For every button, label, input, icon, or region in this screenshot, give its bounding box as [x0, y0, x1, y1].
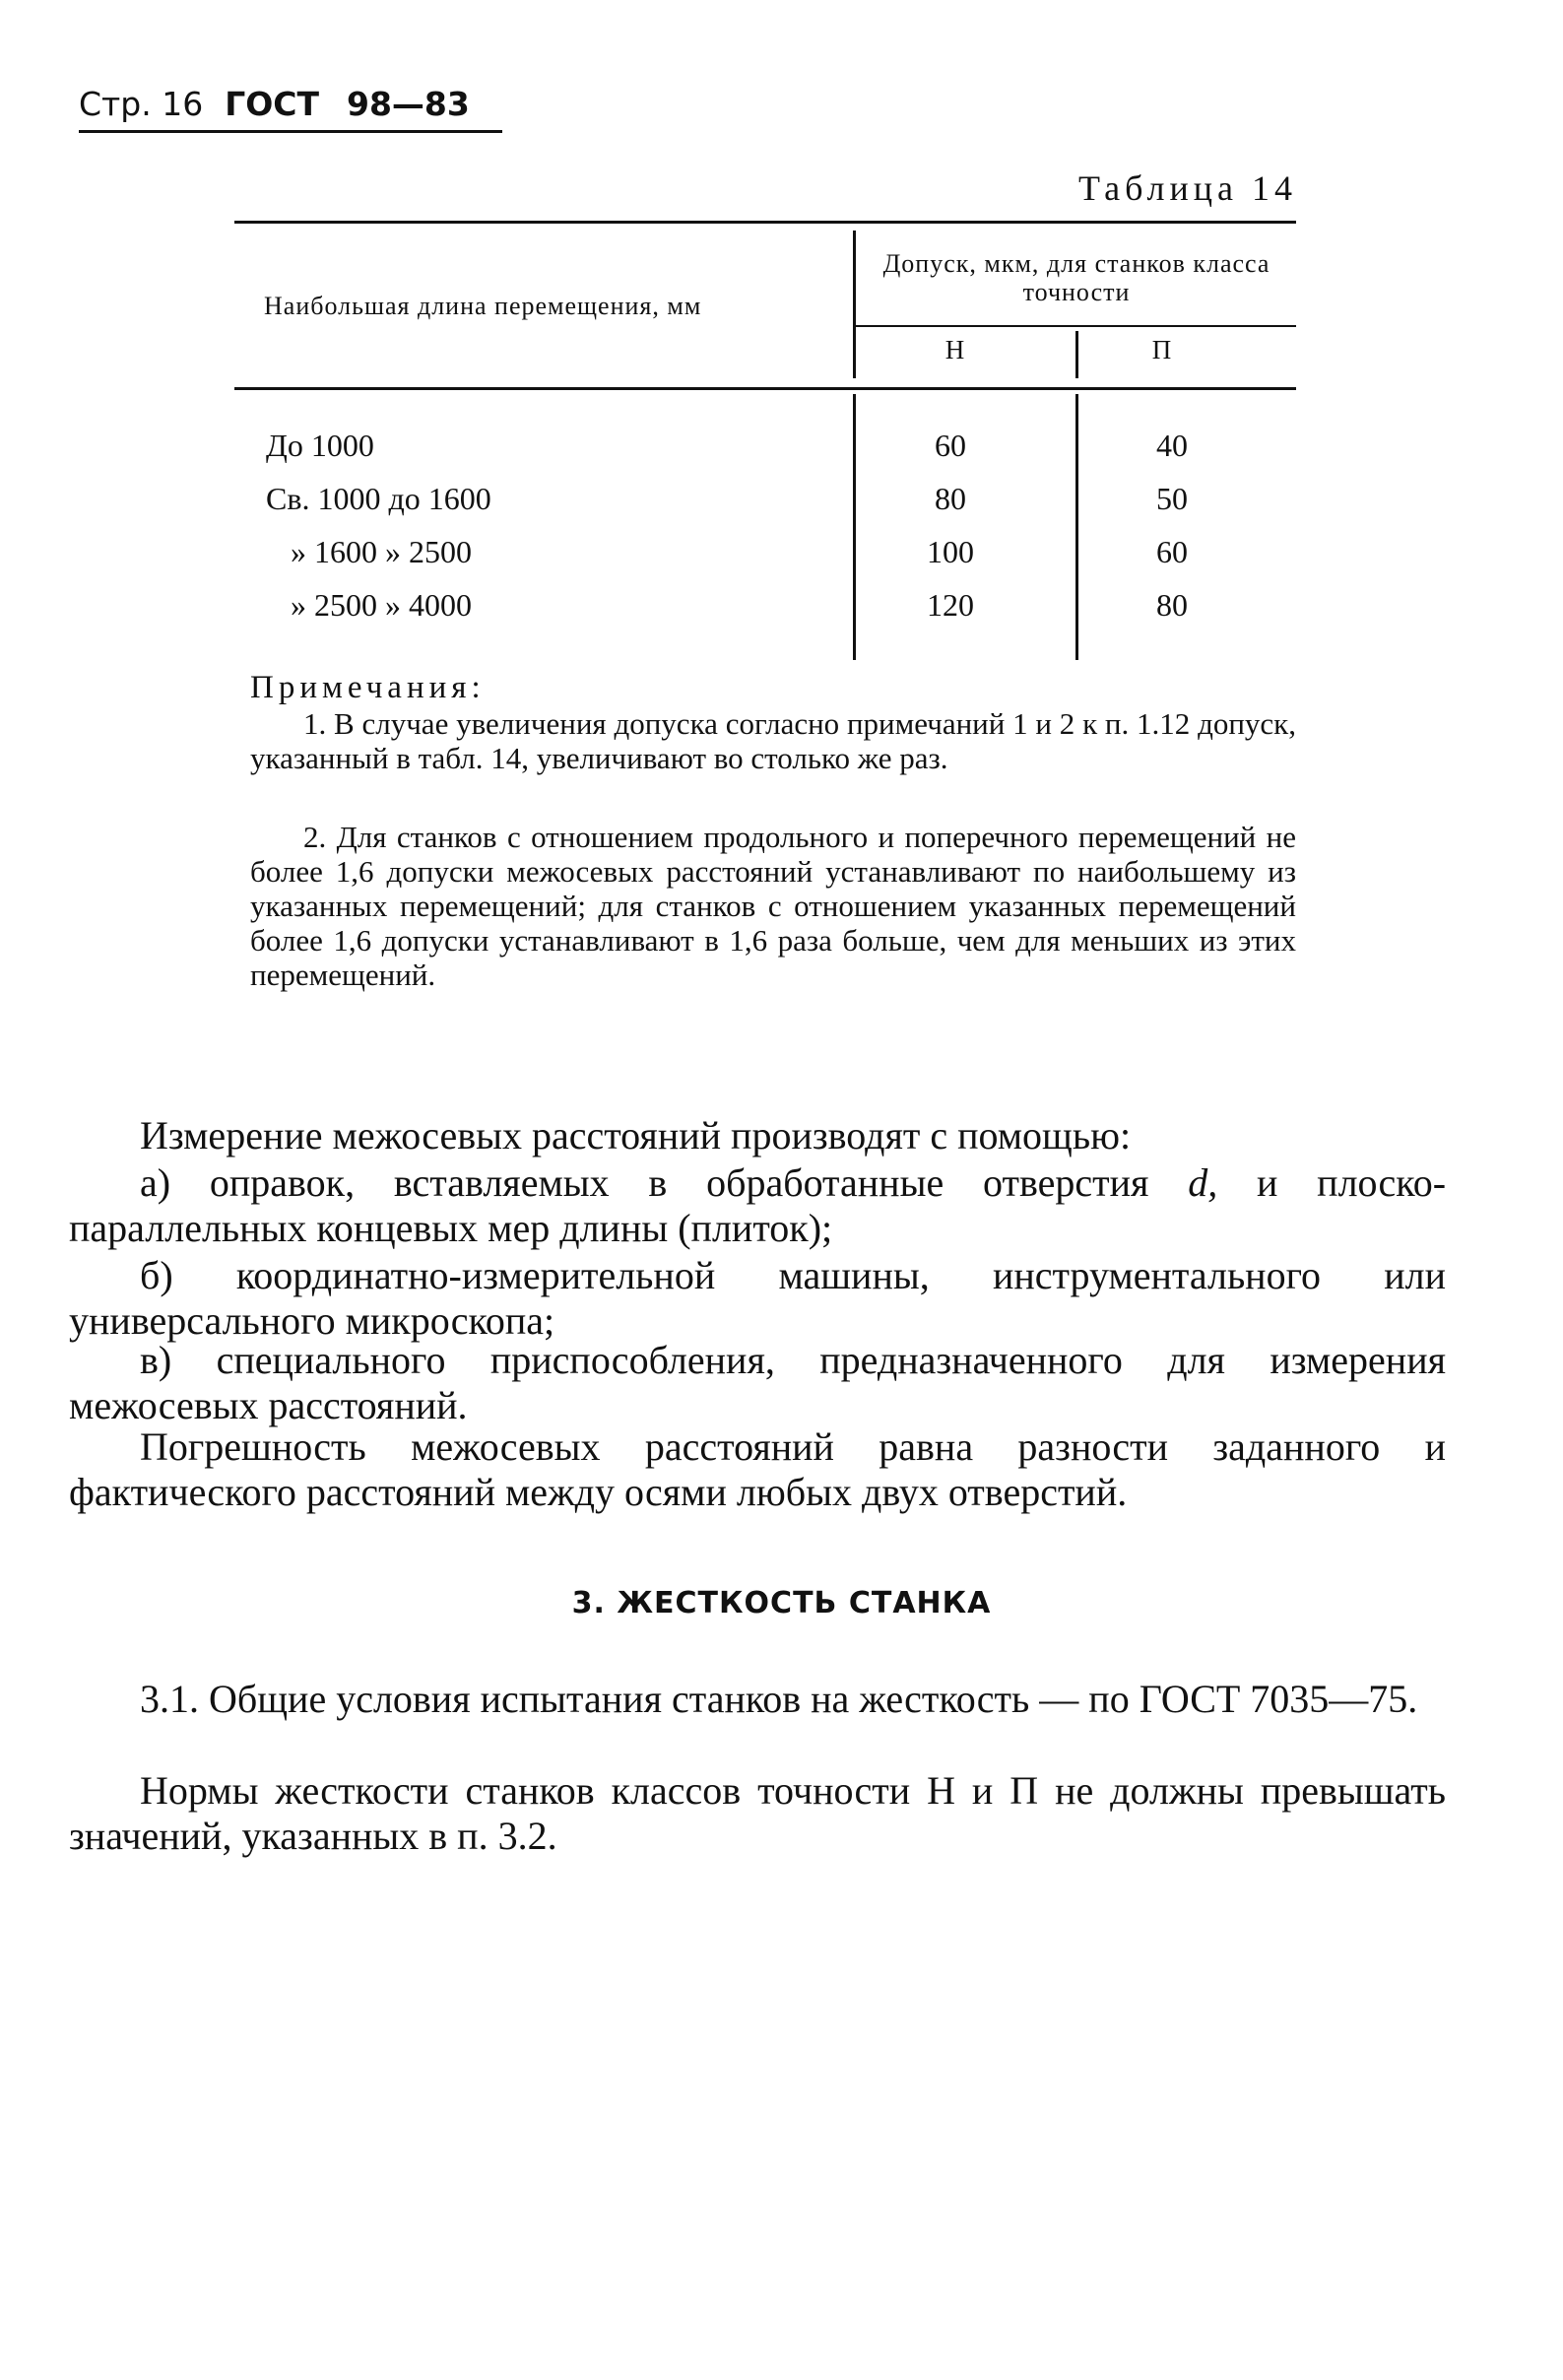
table-caption: Таблица 14 [1078, 168, 1297, 208]
paragraph-norms: Нормы жесткости станков классов точности Н и П не должны превышать значений, указанных в п. 3.2. [69, 1768, 1446, 1858]
header-divider-np [1075, 331, 1078, 378]
measurement-intro: Измерение межосевых расстояний производят с помощью: [140, 1113, 1132, 1157]
column-header-class-p: П [1151, 335, 1173, 364]
note-item: 2. Для станков с отношением продольного и поперечного перемещений не более 1,6 допуски межосевых расстояний устанавливают по наибольшему из указанных перемещений; для станков с отношением указанных перемещений более 1,6 допуски устанавливают в 1,6 раза больше, чем для меньших из этих перемещений. [250, 820, 1296, 992]
row-value-n: 100 [927, 534, 974, 569]
measurement-item-a [69, 1160, 1446, 1251]
row-value-p: 50 [1156, 481, 1188, 516]
row-value-n: 120 [927, 587, 974, 623]
column-header-class-n: Н [944, 335, 966, 364]
subheader-rule [855, 325, 1296, 327]
row-length: » 2500 » 4000 [291, 587, 472, 623]
row-value-p: 40 [1156, 428, 1188, 463]
standard-number: 98—83 [347, 85, 470, 123]
error-paragraph: Погрешность межосевых расстояний равна разности заданного и фактического расстояний между осями любых двух отверстий. [69, 1424, 1446, 1514]
section-heading: 3. ЖЕСТКОСТЬ СТАНКА [571, 1586, 992, 1620]
header-bottom-rule [234, 387, 1296, 390]
body-divider-np [1075, 394, 1078, 660]
table-top-rule [234, 221, 1296, 224]
column-header-tolerance: Допуск, мкм, для станков класса точности [882, 249, 1270, 306]
measurement-item-b: б) координатно-измерительной машины, инструментального или универсального микроскопа; [69, 1253, 1446, 1343]
paragraph-3-1: 3.1. Общие условия испытания станков на жесткость — по ГОСТ 7035—75. [140, 1677, 1418, 1721]
row-length: До 1000 [266, 428, 374, 463]
row-value-n: 80 [935, 481, 966, 516]
note-item: 1. В случае увеличения допуска согласно примечаний 1 и 2 к п. 1.12 допуск, указанный в табл. 14, увеличивают во столько же раз. [250, 706, 1296, 775]
row-value-p: 80 [1156, 587, 1188, 623]
row-length: » 1600 » 2500 [291, 534, 472, 569]
standard-label: ГОСТ [225, 85, 319, 123]
page-header [79, 85, 470, 123]
row-value-p: 60 [1156, 534, 1188, 569]
item-a-rest: и плоско-параллельных концевых мер длины (плиток); [69, 1160, 1447, 1250]
column-header-length: Наибольшая длина перемещения, мм [264, 292, 702, 320]
body-divider-main [853, 394, 856, 660]
measurement-item-c: в) специального приспособления, предназначенного для измерения межосевых расстояний. [69, 1338, 1446, 1427]
header-rule [79, 130, 502, 133]
row-value-n: 60 [935, 428, 966, 463]
notes-heading: Примечания: [250, 670, 486, 705]
page-number: Стр. 16 [79, 85, 204, 123]
item-a-text: а) оправок, вставляемых в обработанные отверстия [140, 1160, 1149, 1205]
row-length: Св. 1000 до 1600 [266, 481, 491, 516]
item-a-symbol: d, [1188, 1160, 1218, 1205]
